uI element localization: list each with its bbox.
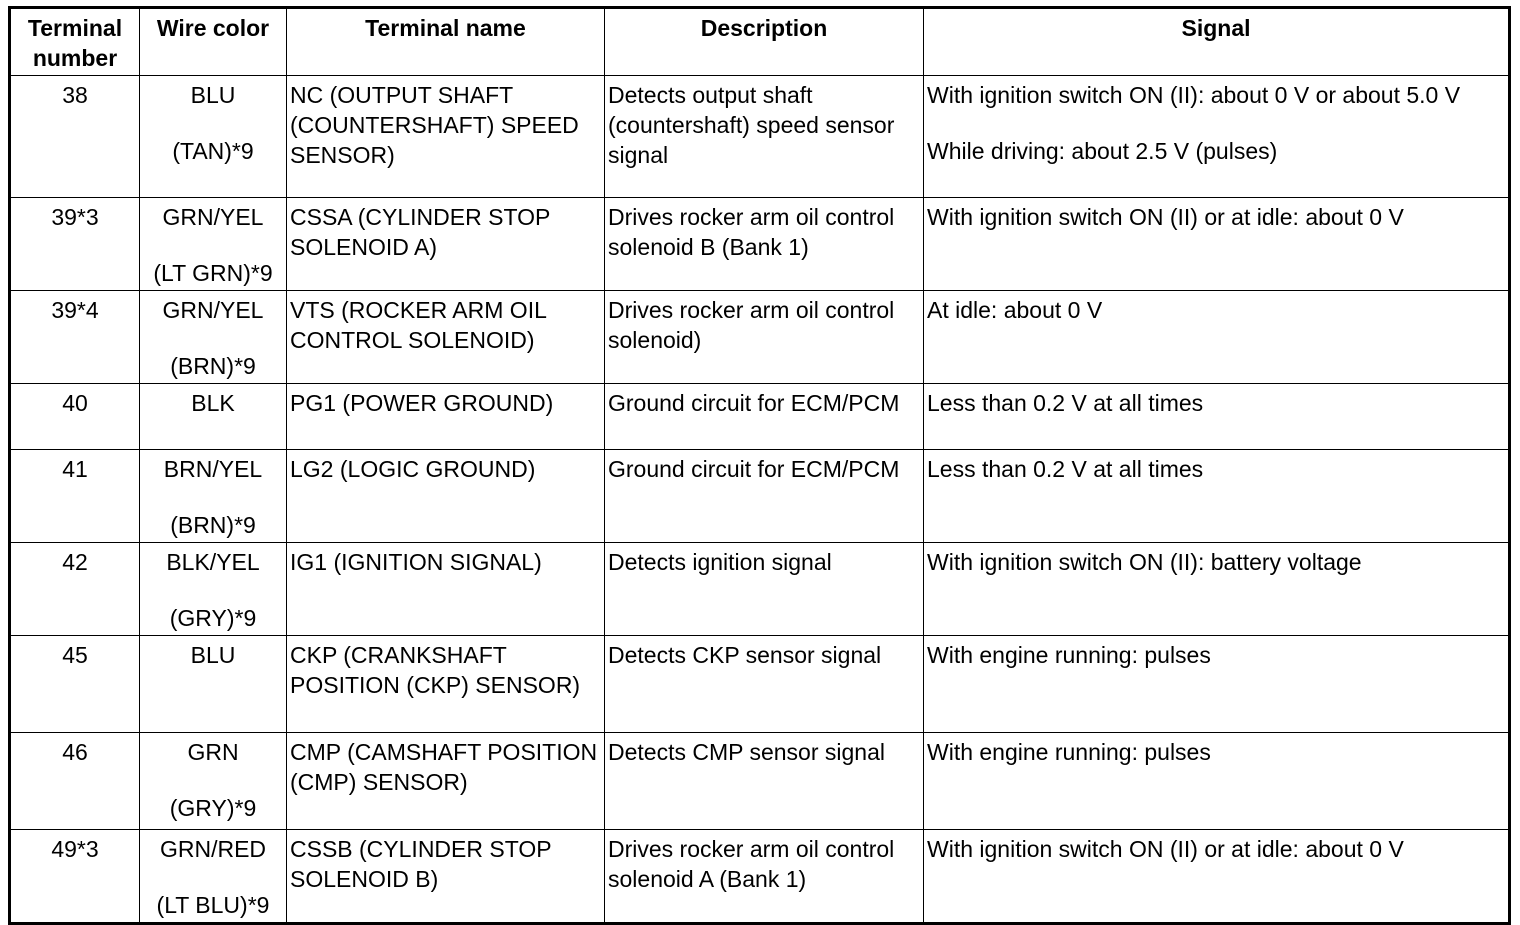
wire-color-alt: (GRY)*9	[169, 605, 257, 631]
description-cell: Drives rocker arm oil control solenoid A (Bank 1)	[605, 830, 924, 924]
wire-color-cell	[140, 450, 287, 543]
wire-color-cell	[140, 76, 287, 198]
wire-color-alt: (BRN)*9	[170, 512, 256, 538]
wire-color-cell	[140, 291, 287, 384]
table-row	[10, 830, 1510, 924]
signal-text-secondary: While driving: about 2.5 V (pulses)	[927, 138, 1278, 164]
terminal-number-cell: 46	[10, 733, 140, 830]
wire-color-cell	[140, 830, 287, 924]
terminal-name-cell: CMP (CAMSHAFT POSITION (CMP) SENSOR)	[287, 733, 605, 830]
table-row	[10, 636, 1510, 733]
wire-color-cell	[140, 198, 287, 291]
terminal-number-cell: 42	[10, 543, 140, 636]
description-cell: Ground circuit for ECM/PCM	[605, 384, 924, 450]
wire-color: BLU	[190, 82, 236, 108]
header-description: Description	[605, 8, 924, 76]
terminal-name-cell: CSSA (CYLINDER STOP SOLENOID A)	[287, 198, 605, 291]
signal-cell: Less than 0.2 V at all times	[924, 450, 1510, 543]
table-row	[10, 543, 1510, 636]
table-row	[10, 384, 1510, 450]
signal-cell: With ignition switch ON (II) or at idle: about 0 V	[924, 830, 1510, 924]
wire-color: BLK/YEL	[166, 549, 260, 575]
signal-cell: With engine running: pulses	[924, 733, 1510, 830]
terminal-name-cell: IG1 (IGNITION SIGNAL)	[287, 543, 605, 636]
wire-color: GRN/RED	[159, 836, 267, 862]
table-row	[10, 733, 1510, 830]
terminal-number-cell: 39*3	[10, 198, 140, 291]
wire-color-alt: (GRY)*9	[169, 795, 257, 821]
description-cell: Ground circuit for ECM/PCM	[605, 450, 924, 543]
terminal-name-cell: LG2 (LOGIC GROUND)	[287, 450, 605, 543]
terminal-name-cell: PG1 (POWER GROUND)	[287, 384, 605, 450]
description-cell: Drives rocker arm oil control solenoid)	[605, 291, 924, 384]
terminal-name-cell: NC (OUTPUT SHAFT (COUNTERSHAFT) SPEED SENSOR)	[287, 76, 605, 198]
signal-cell	[924, 76, 1510, 198]
table-row	[10, 76, 1510, 198]
wire-color: BLK	[191, 390, 235, 416]
terminal-number-cell: 39*4	[10, 291, 140, 384]
signal-text: With ignition switch ON (II): about 0 V or about 5.0 V	[927, 82, 1461, 108]
header-terminal-name: Terminal name	[287, 8, 605, 76]
terminal-name-cell: VTS (ROCKER ARM OIL CONTROL SOLENOID)	[287, 291, 605, 384]
wire-color-alt: (LT GRN)*9	[153, 260, 273, 286]
signal-cell: With ignition switch ON (II) or at idle: about 0 V	[924, 198, 1510, 291]
description-cell: Detects CMP sensor signal	[605, 733, 924, 830]
header-wire-color: Wire color	[140, 8, 287, 76]
terminal-table	[8, 6, 1511, 925]
terminal-number-cell: 41	[10, 450, 140, 543]
wire-color: GRN	[187, 739, 239, 765]
signal-cell: At idle: about 0 V	[924, 291, 1510, 384]
wire-color-alt: (BRN)*9	[170, 353, 256, 379]
wire-color-cell	[140, 733, 287, 830]
terminal-number-cell: 40	[10, 384, 140, 450]
header-signal: Signal	[924, 8, 1510, 76]
wire-color: BLU	[190, 642, 236, 668]
signal-cell: With engine running: pulses	[924, 636, 1510, 733]
header-row	[10, 8, 1510, 76]
description-cell: Detects ignition signal	[605, 543, 924, 636]
terminal-number-cell: 49*3	[10, 830, 140, 924]
terminal-name-cell: CKP (CRANKSHAFT POSITION (CKP) SENSOR)	[287, 636, 605, 733]
header-terminal-number: Terminal number	[10, 8, 140, 76]
terminal-number-cell: 38	[10, 76, 140, 198]
wire-color-cell	[140, 384, 287, 450]
terminal-number-cell: 45	[10, 636, 140, 733]
wire-color-alt: (LT BLU)*9	[156, 892, 270, 918]
signal-cell: With ignition switch ON (II): battery voltage	[924, 543, 1510, 636]
description-cell: Detects output shaft (countershaft) speed sensor signal	[605, 76, 924, 198]
table-row	[10, 450, 1510, 543]
signal-cell: Less than 0.2 V at all times	[924, 384, 1510, 450]
table-row	[10, 291, 1510, 384]
description-cell: Drives rocker arm oil control solenoid B (Bank 1)	[605, 198, 924, 291]
description-cell: Detects CKP sensor signal	[605, 636, 924, 733]
wire-color-cell	[140, 636, 287, 733]
wire-color: BRN/YEL	[163, 456, 263, 482]
wire-color-alt: (TAN)*9	[172, 138, 254, 164]
wire-color: GRN/YEL	[162, 204, 264, 230]
wire-color-cell	[140, 543, 287, 636]
wire-color: GRN/YEL	[162, 297, 264, 323]
table-row	[10, 198, 1510, 291]
terminal-name-cell: CSSB (CYLINDER STOP SOLENOID B)	[287, 830, 605, 924]
